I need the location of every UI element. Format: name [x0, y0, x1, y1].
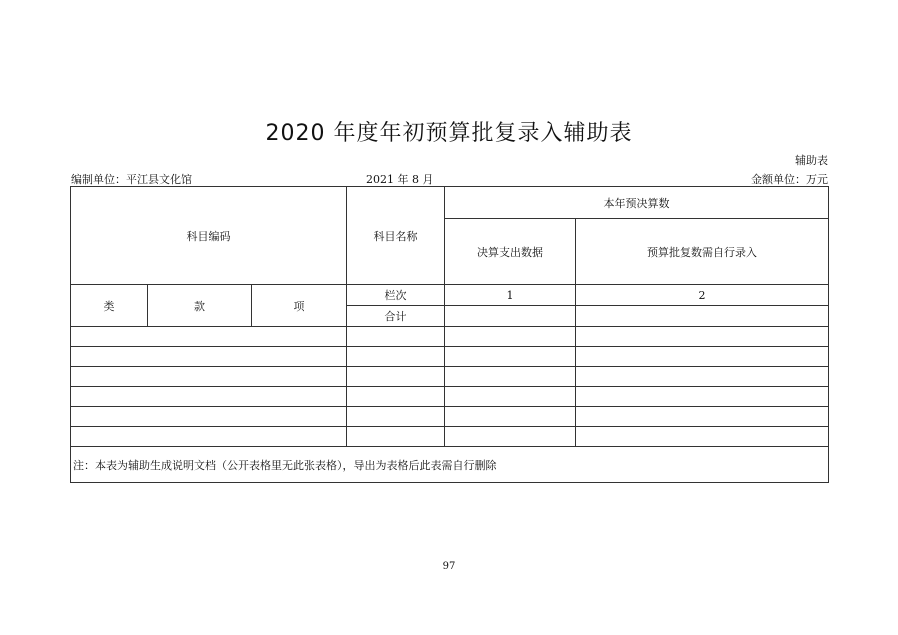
page-title: 2020 年度年初预算批复录入辅助表	[265, 121, 633, 146]
header-kuan: 款	[148, 285, 252, 327]
table-row	[71, 327, 829, 347]
header-column-no: 栏次	[347, 285, 445, 306]
table-row	[71, 367, 829, 387]
header-final-data: 决算支出数据	[445, 219, 576, 285]
table-row	[71, 427, 829, 447]
table-tag: 辅助表	[795, 154, 828, 167]
table-note: 注：本表为辅助生成说明文档（公开表格里无此张表格），导出为表格后此表需自行删除	[71, 447, 829, 483]
header-col1: 1	[445, 285, 576, 306]
compiling-unit: 编制单位：平江县文化馆	[71, 173, 192, 186]
table-row	[71, 407, 829, 427]
total-label: 合计	[347, 306, 445, 327]
total-final	[445, 306, 576, 327]
header-budget-group: 本年预决算数	[445, 187, 829, 219]
header-subject-code: 科目编码	[71, 187, 347, 285]
header-subject-name: 科目名称	[347, 187, 445, 285]
table-row	[71, 387, 829, 407]
header-lei: 类	[71, 285, 148, 327]
total-budget	[576, 306, 829, 327]
header-col2: 2	[576, 285, 829, 306]
page-number: 97	[442, 561, 456, 572]
table-row	[71, 347, 829, 367]
header-xiang: 项	[252, 285, 347, 327]
header-budget-entry: 预算批复数需自行录入	[576, 219, 829, 285]
amount-unit: 金额单位：万元	[751, 173, 828, 186]
budget-table	[70, 186, 829, 483]
report-date: 2021 年 8 月	[366, 173, 434, 186]
